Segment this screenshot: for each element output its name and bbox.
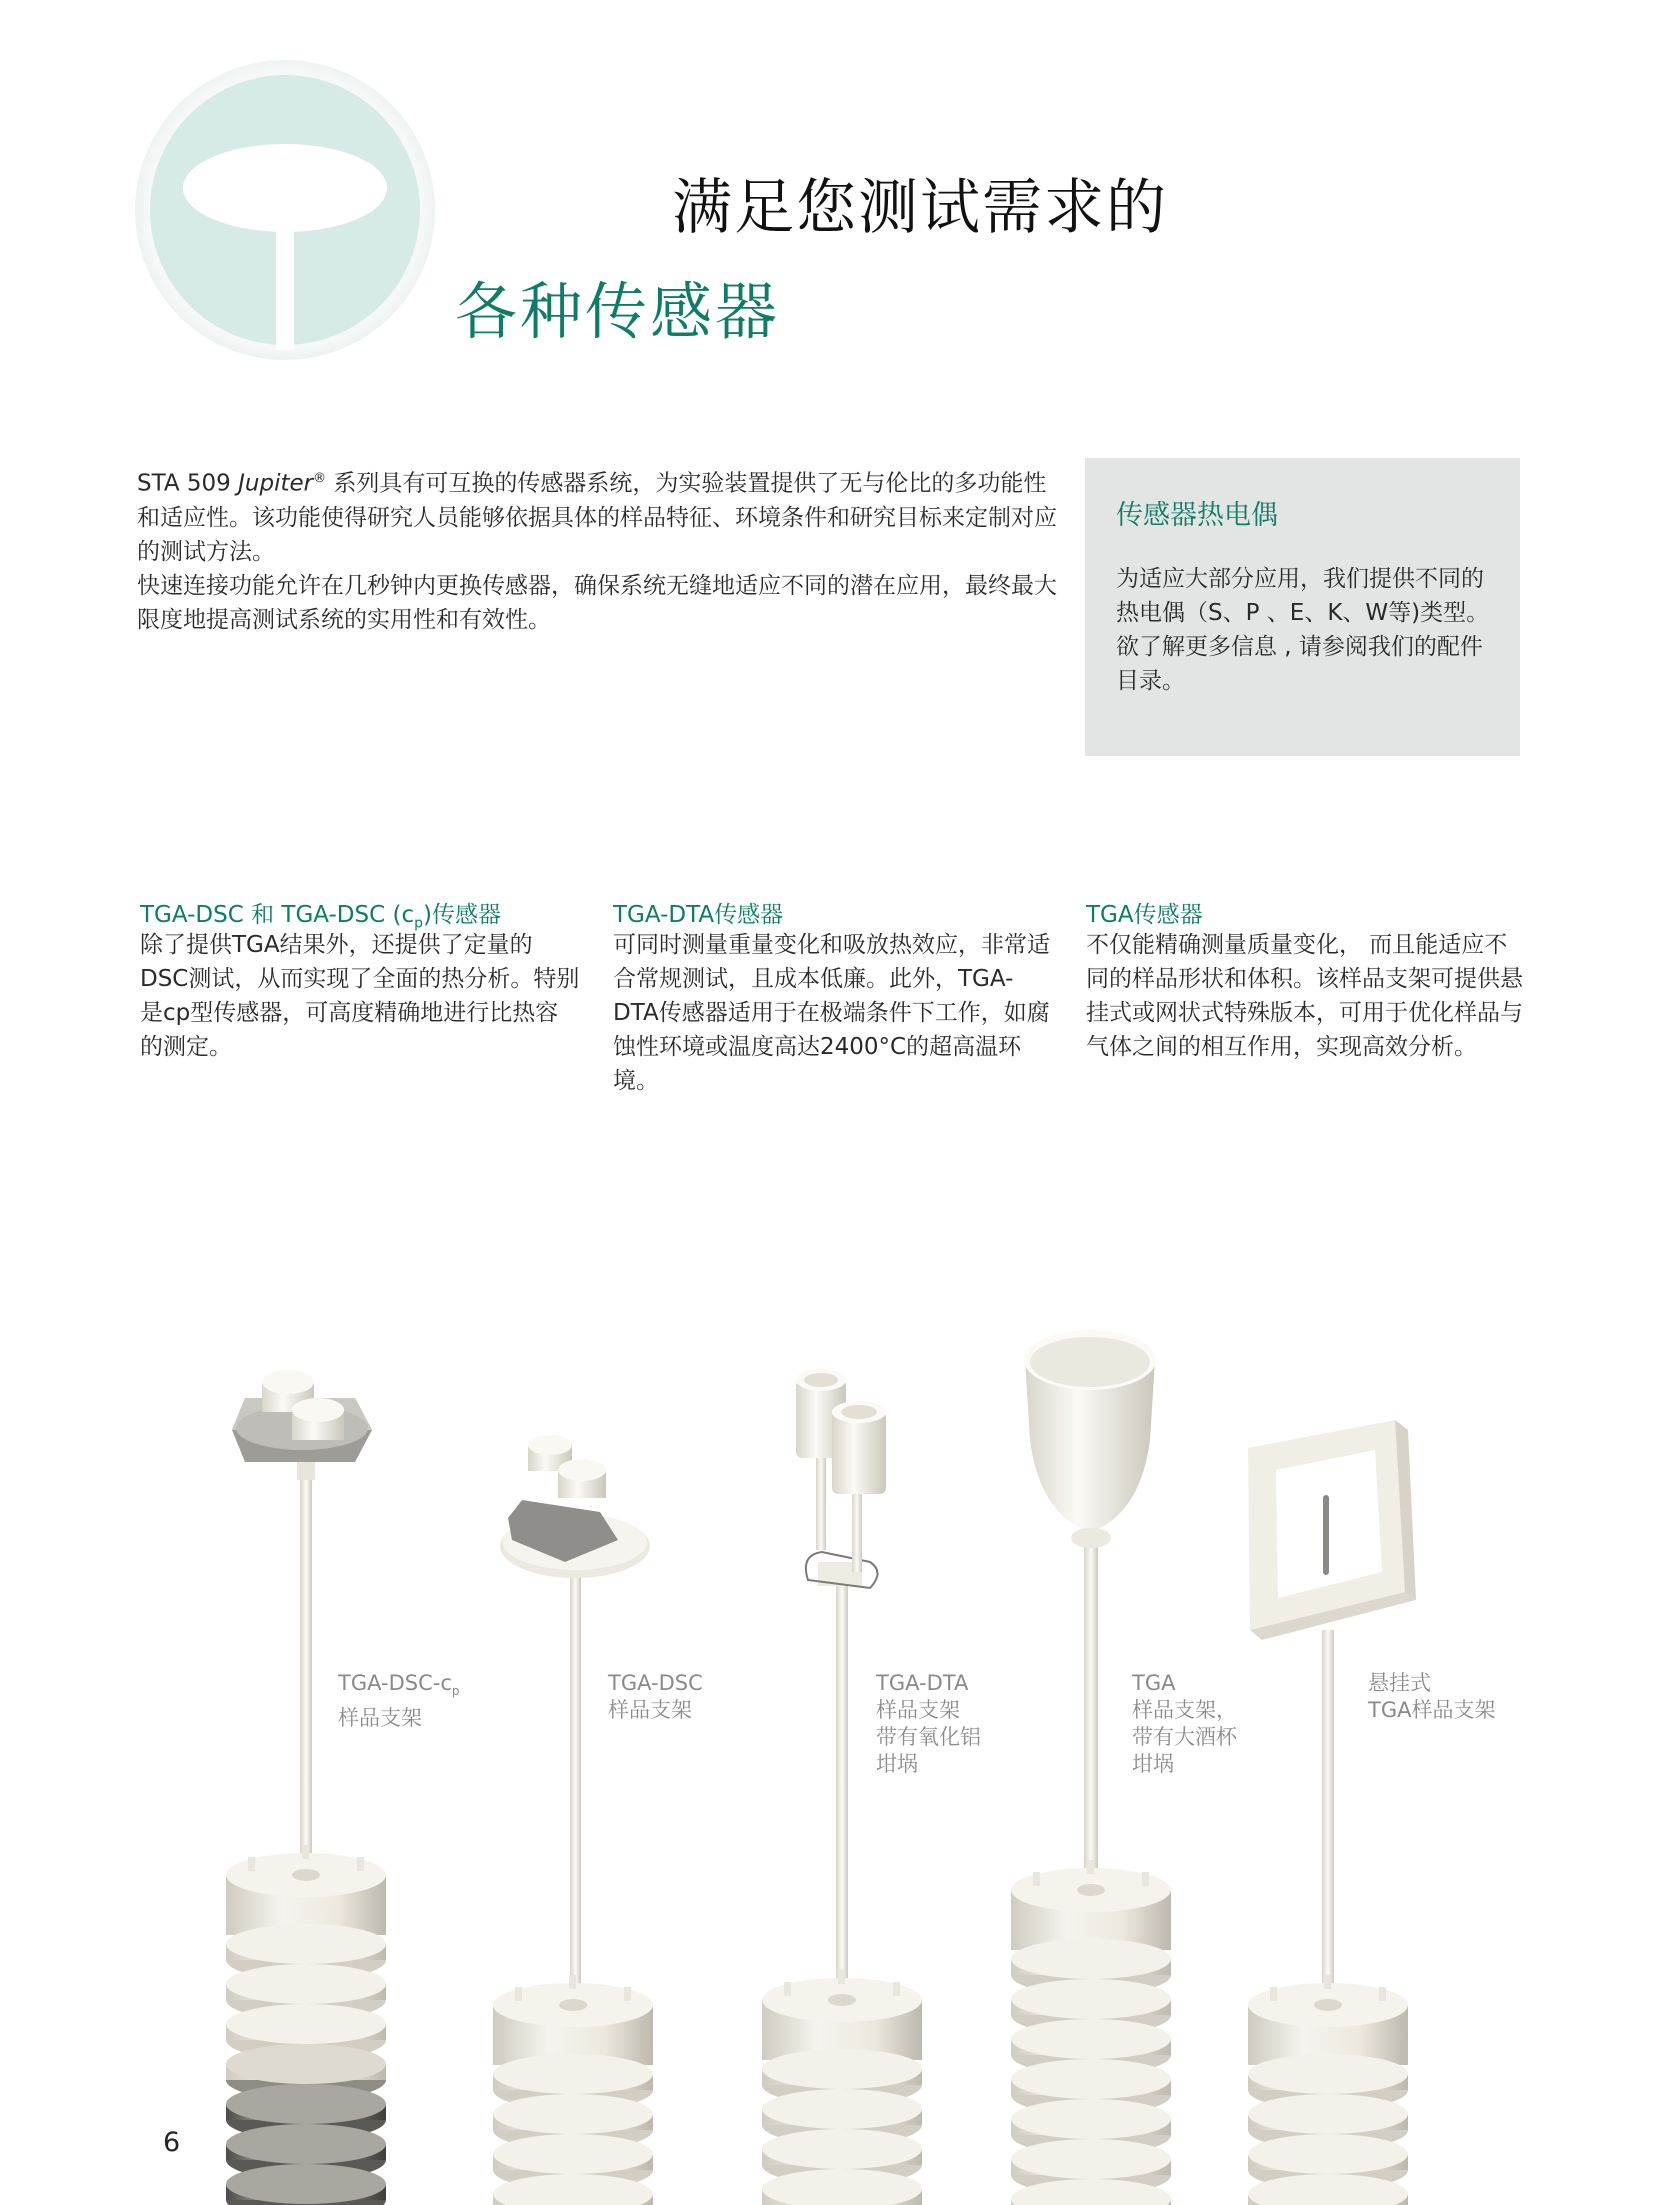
label-tga-dsc-cp-sub: p <box>451 1684 460 1699</box>
label-tga-dsc-cp <box>338 1670 460 1732</box>
column-2-text: 可同时测量重量变化和吸放热效应，非常适合常规测试，且成本低廉。此外，TGA-DTA传感器适用于在极端条件下工作，如腐蚀性环境或温度高达2400°C的超高温环境。 <box>613 932 1050 1094</box>
column-1-title-pre: TGA-DSC 和 TGA-DSC (c <box>140 902 415 928</box>
column-2-title: TGA-DTA传感器 <box>613 902 784 928</box>
label-tga-hanging-line2: TGA样品支架 <box>1368 1698 1496 1722</box>
sensor-tga-hanging <box>1248 1420 1416 2205</box>
intro-text <box>137 462 1057 637</box>
sensor-tga-dta <box>762 1369 922 2205</box>
label-tga-dsc-cp-line1: TGA-DSC-c <box>338 1671 452 1695</box>
page-title-line2: 各种传感器 <box>455 275 781 348</box>
sensor-tga-dsc-cp <box>226 1370 386 2205</box>
infobox-title: 传感器热电偶 <box>1116 500 1278 531</box>
sensor-logo-icon <box>135 60 435 360</box>
column-1-title-post: )传感器 <box>422 902 501 928</box>
label-tga-cup-line4: 坩埚 <box>1132 1752 1174 1776</box>
label-tga-cup-line1: TGA <box>1132 1671 1176 1695</box>
label-tga-cup <box>1132 1670 1237 1778</box>
sensor-tga-dsc <box>493 1435 653 2205</box>
label-tga-dta-line2: 样品支架 <box>876 1698 960 1722</box>
label-tga-dsc-line1: TGA-DSC <box>608 1671 703 1695</box>
column-1-title-sub: p <box>414 915 423 932</box>
intro-brand-name: Jupiter <box>238 470 314 497</box>
label-tga-dsc-line2: 样品支架 <box>608 1698 692 1722</box>
label-tga-dta-line4: 坩埚 <box>876 1752 918 1776</box>
label-tga-dsc-cp-line2: 样品支架 <box>338 1706 422 1731</box>
label-tga-dta-line3: 带有氧化铝 <box>876 1725 981 1749</box>
page-title-line1: 满足您测试需求的 <box>672 173 1168 243</box>
column-3-title: TGA传感器 <box>1086 902 1203 928</box>
label-tga-hanging-line1: 悬挂式 <box>1368 1671 1431 1695</box>
intro-brand-prefix: STA 509 <box>137 470 239 497</box>
label-tga-cup-line3: 带有大酒杯 <box>1132 1725 1237 1749</box>
page-number: 6 <box>163 2127 181 2158</box>
column-3-text: 不仅能精确测量质量变化， 而且能适应不同的样品形状和体积。该样品支架可提供悬挂式或网状式特殊版本，可用于优化样品与气体之间的相互作用，实现高效分析。 <box>1086 932 1523 1060</box>
label-tga-cup-line2: 样品支架， <box>1132 1698 1237 1722</box>
infobox-text: 为适应大部分应用，我们提供不同的热电偶（S、P 、E、K、W等)类型。欲了解更多信息 , 请参阅我们的配件目录。 <box>1116 566 1490 694</box>
intro-text-2: 快速连接功能允许在几秒钟内更换传感器，确保系统无缝地适应不同的潜在应用，最终最大限度地提高测试系统的实用性和有效性。 <box>137 572 1057 633</box>
intro-brand-reg: ® <box>313 471 327 486</box>
label-tga-dsc <box>608 1670 703 1724</box>
intro-text-1: 系列具有可互换的传感器系统，为实验装置提供了无与伦比的多功能性和适应性。该功能使得研究人员能够依据具体的样品特征、环境条件和研究目标来定制对应的测试方法。 <box>137 470 1057 565</box>
label-tga-hanging <box>1368 1670 1495 1724</box>
sensor-holders-illustration <box>0 1300 1654 2205</box>
label-tga-dta-line1: TGA-DTA <box>876 1671 969 1695</box>
column-1-text: 除了提供TGA结果外，还提供了定量的DSC测试，从而实现了全面的热分析。特别是cp型传感器，可高度精确地进行比热容的测定。 <box>140 932 580 1060</box>
label-tga-dta <box>876 1670 981 1778</box>
column-1-title <box>140 896 501 932</box>
